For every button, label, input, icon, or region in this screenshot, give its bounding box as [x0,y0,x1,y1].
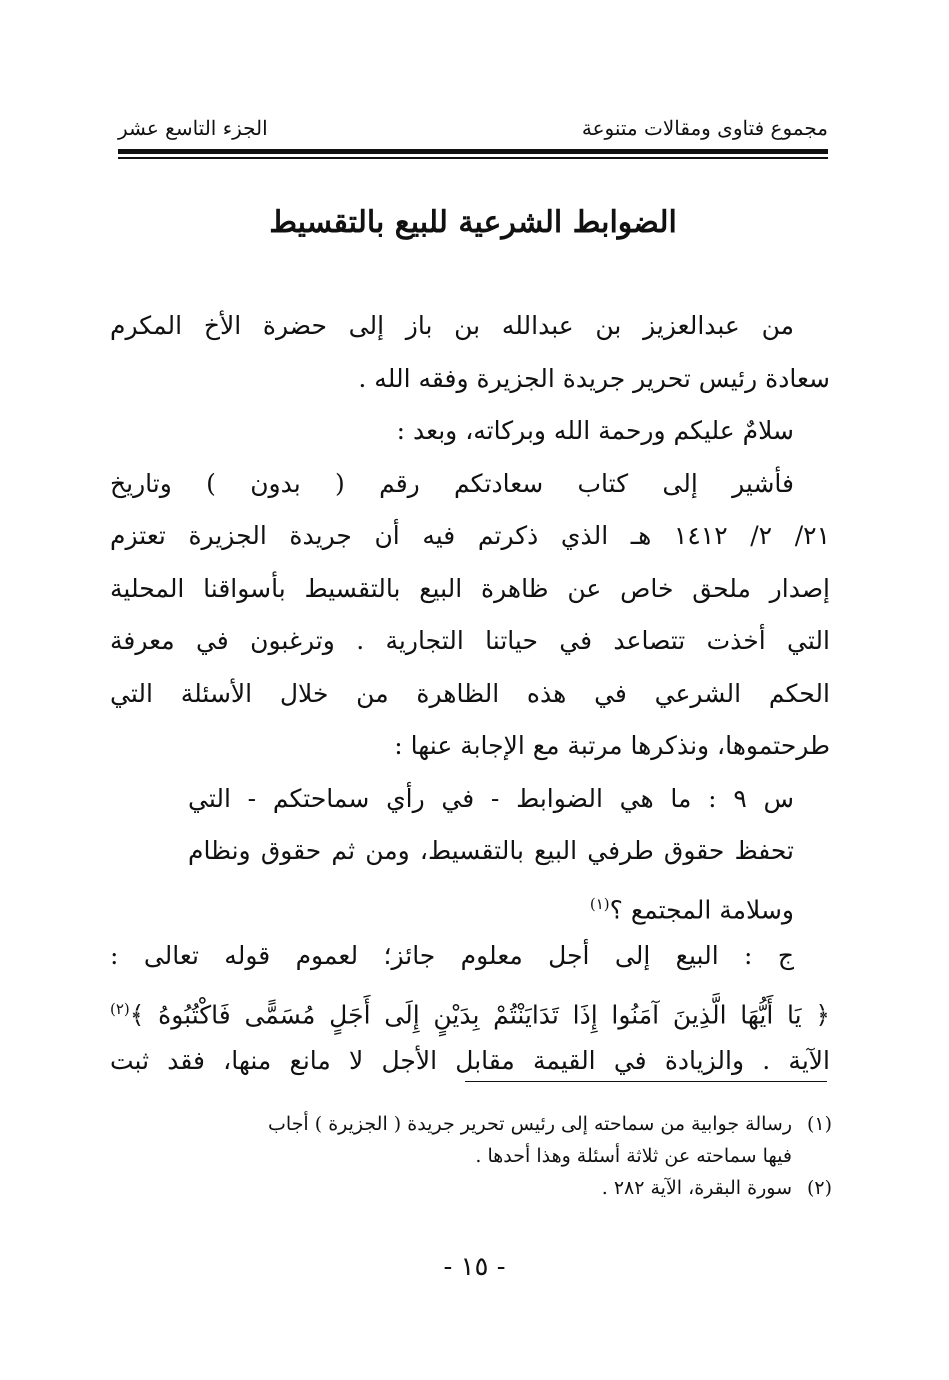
question-line: س ٩ : ما هي الضوابط - في رأي سماحتكم - التي [188,783,795,813]
body-line: من عبدالعزيز بن عبدالله بن باز إلى حضرة الأخ المكرم [110,311,794,340]
footnote-text: رسالة جوابية من سماحته إلى رئيس تحرير جريدة ( الجزيرة ) أجاب [268,1113,792,1135]
running-header [118,112,828,148]
footnote-ref-1: (١) [589,894,610,913]
body-line: ٢١/ ٢/ ١٤١٢ هـ الذي ذكرتم فيه أن جريدة الجزيرة تعتزم [110,521,831,550]
body-line: طرحتموها، ونذكرها مرتبة مع الإجابة عنها : [394,731,830,760]
footnote-ref-2: (٢) [110,999,130,1018]
footnote-number: (٢) [806,1177,832,1199]
footnote-number: (١) [806,1113,832,1135]
quran-verse-text: ﴿ يَا أَيُّهَا الَّذِينَ آمَنُوا إِذَا تَدَايَنْتُمْ بِدَيْنٍ إِلَى أَجَلٍ مُسَمًّى فَاكْتُبُوهُ ﴾ [129,999,830,1029]
quran-verse-line [110,983,830,1036]
question-line [110,878,830,931]
header-rule-thin [118,157,828,159]
body-line: الآية . والزيادة في القيمة مقابل الأجل لا مانع منها، فقد ثبت [110,1046,830,1075]
body-line: إصدار ملحق خاص عن ظاهرة البيع بالتقسيط بأسواقنا المحلية [110,573,830,603]
article-title: الضوابط الشرعية للبيع بالتقسيط [269,205,677,240]
body-line: فأشير إلى كتاب سعادتكم رقم ( بدون ) وتاريخ [110,468,794,498]
body-text [110,300,830,1088]
footnote-text: فيها سماحته عن ثلاثة أسئلة وهذا أحدها . [475,1145,792,1167]
footnote-2 [110,1172,832,1204]
header-book-title: مجموع فتاوى ومقالات متنوعة [581,116,828,140]
question-line: تحفظ حقوق طرفي البيع بالتقسيط، ومن ثم حقوق ونظام [188,836,794,865]
footnotes [110,1108,832,1204]
body-line: سلامٌ عليكم ورحمة الله وبركاته، وبعد : [396,416,794,445]
question-end-text: وسلامة المجتمع ؟ [609,894,794,924]
header-volume: الجزء التاسع عشر [118,116,268,140]
body-line: الحكم الشرعي في هذه الظاهرة من خلال الأسئلة التي [110,678,830,708]
footnote-1-continued [110,1140,832,1172]
body-line: سعادة رئيس تحرير جريدة الجزيرة وفقه الله . [358,363,830,393]
body-line: التي أخذت تتصاعد في حياتنا التجارية . وترغبون في معرفة [110,626,830,655]
footnote-1 [110,1108,832,1140]
answer-line: ج : البيع إلى أجل معلوم جائز؛ لعموم قوله تعالى : [110,941,794,970]
footnote-separator [465,1081,827,1082]
page-number: - ١٥ - [443,1252,506,1282]
footnote-text: سورة البقرة، الآية ٢٨٢ . [601,1177,792,1199]
header-rule-thick [118,149,828,154]
